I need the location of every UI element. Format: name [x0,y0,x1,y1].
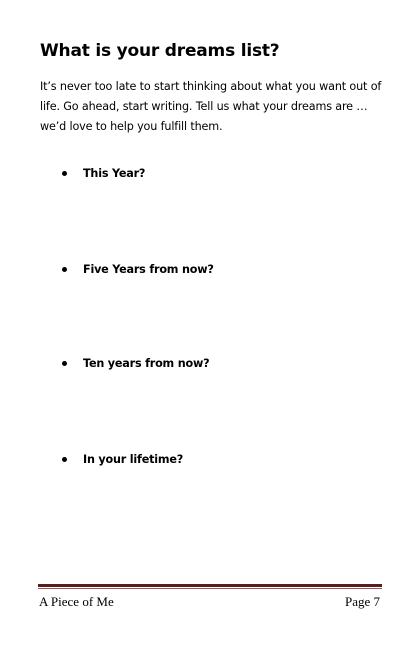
bullet-label: Five Years from now? [83,262,214,276]
bullet-item-lifetime [60,451,183,467]
bullet-icon [62,457,67,462]
bullet-item-five-years [60,261,214,277]
footer-divider [38,584,382,587]
bullet-label: In your lifetime? [83,452,184,466]
bullet-item-ten-years [60,355,209,371]
bullet-icon [62,361,67,366]
footer-document-title: A Piece of Me [39,594,114,609]
footer-page-number: Page 7 [344,594,380,609]
intro-paragraph: It’s never too late to start thinking about what you want out of life. Go ahead, start writing. Tell us what your dreams are … we’d love to help you fulfill them. [40,80,382,133]
bullet-icon [62,171,67,176]
bullet-label: Ten years from now? [83,356,210,370]
page-heading: What is your dreams list? [40,41,280,61]
footer-divider-thin [38,588,382,589]
bullet-item-this-year [60,165,145,181]
bullet-icon [62,267,67,272]
bullet-label: This Year? [83,166,146,180]
